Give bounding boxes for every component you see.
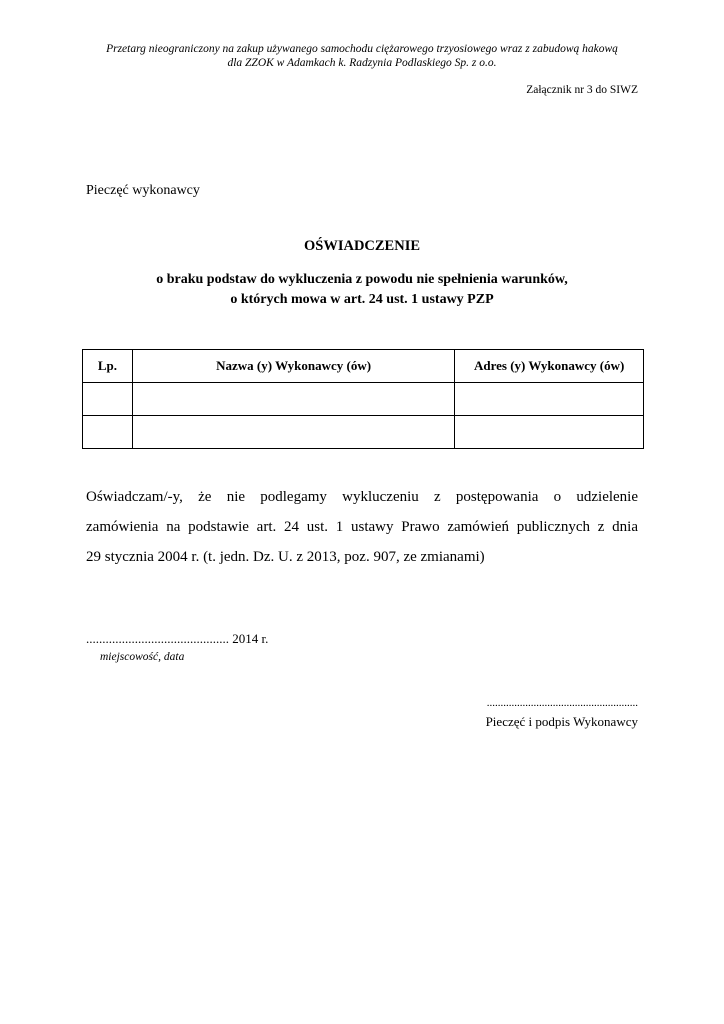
subtitle-line-2: o których mowa w art. 24 ust. 1 ustawy PZP [230,292,494,307]
document-title: OŚWIADCZENIE [303,238,421,254]
table-cell-address[interactable] [455,383,644,416]
header-tender-title: Przetarg nieograniczony na zakup używanego samochodu ciężarowego trzyosiowego wraz z zabudową hakową [106,43,618,55]
table-row [83,383,644,416]
signature-line[interactable]: ....................................................... [486,697,638,709]
contractor-stamp-label: Pieczęć wykonawcy [86,183,200,198]
subtitle-line-1: o braku podstaw do wykluczenia z powodu nie spełnienia warunków, [156,272,568,287]
place-date-caption: miejscowość, data [100,651,185,663]
statement-line-1: Oświadczam/-y, że nie podlegamy wykluczeniu z postępowania o udzielenie [86,489,638,505]
place-date-line[interactable]: ............................................ 2014 r. [86,631,269,646]
table-row [83,416,644,449]
column-header-lp: Lp. [83,350,133,383]
table-cell-lp[interactable] [83,416,133,449]
column-header-contractor-address: Adres (y) Wykonawcy (ów) [455,350,644,383]
header-company: dla ZZOK w Adamkach k. Radzynia Podlaskiego Sp. z o.o. [227,57,497,69]
statement-line-2: zamówienia na podstawie art. 24 ust. 1 ustawy Prawo zamówień publicznych z dnia [86,519,638,535]
attachment-label: Załącznik nr 3 do SIWZ [526,84,638,96]
table-cell-name[interactable] [132,416,454,449]
signature-label: Pieczęć i podpis Wykonawcy [485,714,638,729]
table-cell-address[interactable] [455,416,644,449]
statement-paragraph [86,482,638,572]
statement-line-3: 29 stycznia 2004 r. (t. jedn. Dz. U. z 2013, poz. 907, ze zmianami) [86,549,485,565]
contractors-table [82,349,644,449]
table-cell-lp[interactable] [83,383,133,416]
table-cell-name[interactable] [132,383,454,416]
column-header-contractor-name: Nazwa (y) Wykonawcy (ów) [132,350,454,383]
table-header-row [83,350,644,383]
